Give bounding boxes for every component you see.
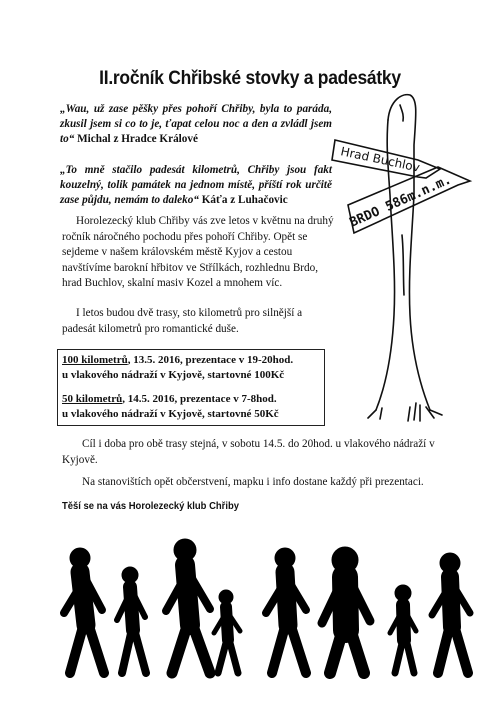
walker-figure xyxy=(390,585,416,673)
walker-figure xyxy=(117,567,146,673)
signpost-illustration xyxy=(330,85,490,430)
footer-signature: Těší se na vás Horolezecký klub Chřiby xyxy=(62,500,240,512)
quote-2 xyxy=(60,163,332,208)
stations-paragraph: Na stanovištích opět občerstvení, mapku i info dostane každý při prezentaci. xyxy=(82,476,424,488)
intro-paragraph: Horolezecký klub Chřiby vás zve letos v květnu na druhý ročník náročného pochodu přes pohoří Chřiby. Opět se sejdeme v našem královském městě Kyjov a cestou navštívíme barokní hřbitov ve Střílkách, rozhlednu Brdo, hrad Buchlov, skalní masiv Kozel a mnohem víc. xyxy=(62,215,334,289)
signpost-sign1: Hrad Buchlov xyxy=(339,144,422,175)
page-title: II.ročník Chřibské stovky a padesátky xyxy=(99,68,401,89)
route-100-line1 xyxy=(62,353,293,368)
walker-figure xyxy=(166,539,210,673)
quote-2-text: „To mně stačilo padesát kilometrů, Chřiby jsou fakt kouzelný, tolik památek na jednom místě, příští rok určitě zase půjdu, nemám to daleko“ xyxy=(60,164,332,206)
walking-people-illustration xyxy=(0,525,500,695)
route-100-line2: u vlakového nádraží v Kyjově, startovné 100Kč xyxy=(62,369,285,381)
quote-1 xyxy=(60,102,332,147)
route-100-distance: 100 kilometrů xyxy=(62,354,128,366)
route-100-date: , 13.5. 2016, prezentace v 19-20hod. xyxy=(127,354,294,366)
route-50-line2: u vlakového nádraží v Kyjově, startovné 50Kč xyxy=(62,408,279,420)
route-50-date: , 14.5. 2016, prezentace v 7-8hod. xyxy=(122,393,277,405)
walker-figure xyxy=(322,547,370,673)
signpost-sign2: BRDO 586m.n.m. xyxy=(347,172,454,231)
route-50-distance: 50 kilometrů xyxy=(62,393,123,405)
walker-figure xyxy=(214,590,240,673)
walker-figure xyxy=(64,548,104,673)
walker-figure xyxy=(266,548,306,673)
walker-figure xyxy=(432,553,470,673)
quote-1-text: „Wau, už zase pěšky přes pohoří Chřiby, byla to paráda, zkusil jsem si co to je, ťapat celou noc a den a zvládl jsem to“ xyxy=(60,103,332,145)
quote-1-author: Michal z Hradce Králové xyxy=(74,133,198,145)
quote-2-author: Káťa z Luhačovic xyxy=(198,194,288,206)
route-50-line1 xyxy=(62,392,277,407)
routes-note: I letos budou dvě trasy, sto kilometrů pro silnější a padesát kilometrů pro romantické duše. xyxy=(62,307,303,335)
finish-paragraph: Cíl i doba pro obě trasy stejná, v sobotu 14.5. do 20hod. u vlakového nádraží v Kyjově. xyxy=(62,438,435,466)
